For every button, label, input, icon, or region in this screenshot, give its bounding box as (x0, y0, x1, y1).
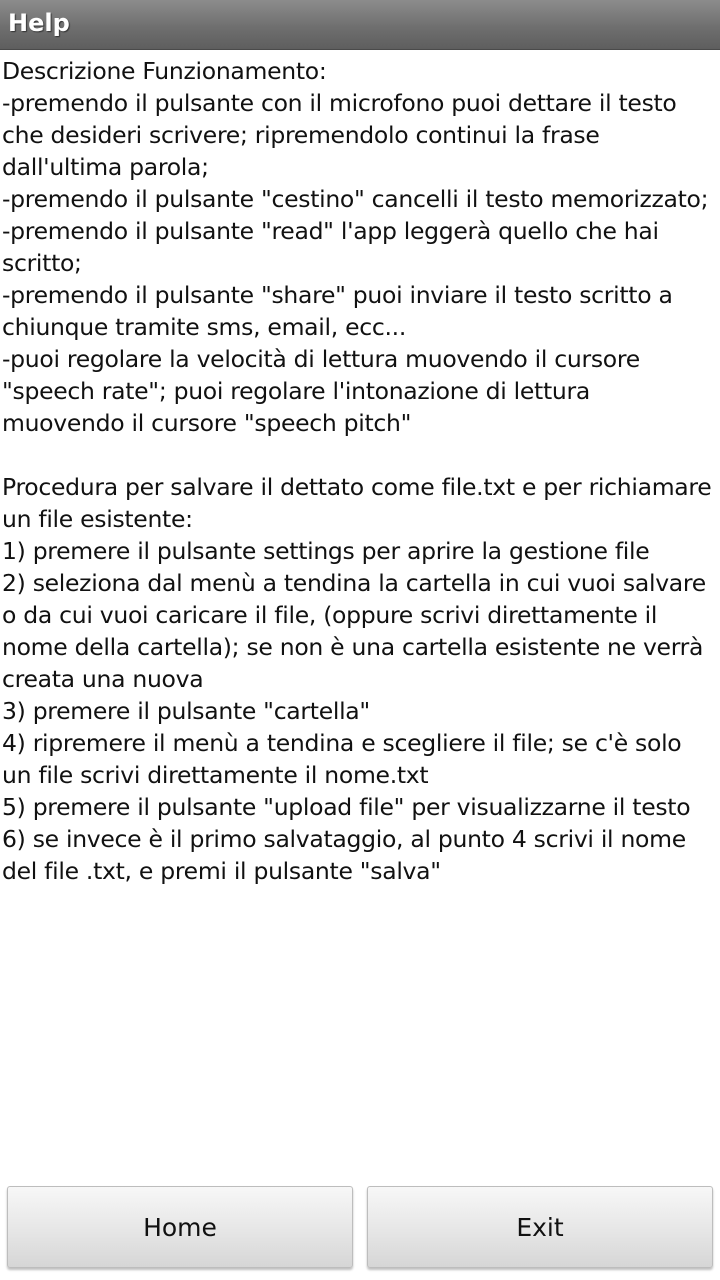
help-description-text: Descrizione Funzionamento: -premendo il pulsante con il microfono puoi dettare il testo che desideri scrivere; ripremendolo continui la frase dall'ultima parola; -premendo il pulsante "cestino" cancelli il testo memorizzato; -premendo il pulsante "read" l'app leggerà quello che hai scritto; -premendo il pulsante "share" puoi inviare il testo scritto a chiunque tramite sms, email, ecc... -puoi regolare la velocità di lettura muovendo il cursore "speech rate"; puoi regolare l'intonazione di lettura muovendo il cursore "speech pitch" (2, 57, 709, 437)
home-button[interactable]: Home (7, 1186, 353, 1268)
exit-button[interactable]: Exit (367, 1186, 713, 1268)
help-content (2, 55, 714, 887)
title-bar (0, 0, 720, 50)
help-procedure-text: Procedura per salvare il dettato come file.txt e per richiamare un file esistente: 1) premere il pulsante settings per aprire la gestione file 2) seleziona dal menù a tendina la cartella in cui vuoi salvare o da cui vuoi caricare il file, (oppure scrivi direttamente il nome della cartella); se non è una cartella esistente ne verrà creata una nuova 3) premere il pulsante "cartella" 4) ripremere il menù a tendina e scegliere il file; se c'è solo un file scrivi direttamente il nome.txt 5) premere il pulsante "upload file" per visualizzarne il testo 6) se invece è il primo salvataggio, al punto 4 scrivi il nome del file .txt, e premi il pulsante "salva" (2, 473, 712, 885)
paragraph-spacer (2, 439, 714, 471)
page-title: Help (8, 9, 70, 37)
